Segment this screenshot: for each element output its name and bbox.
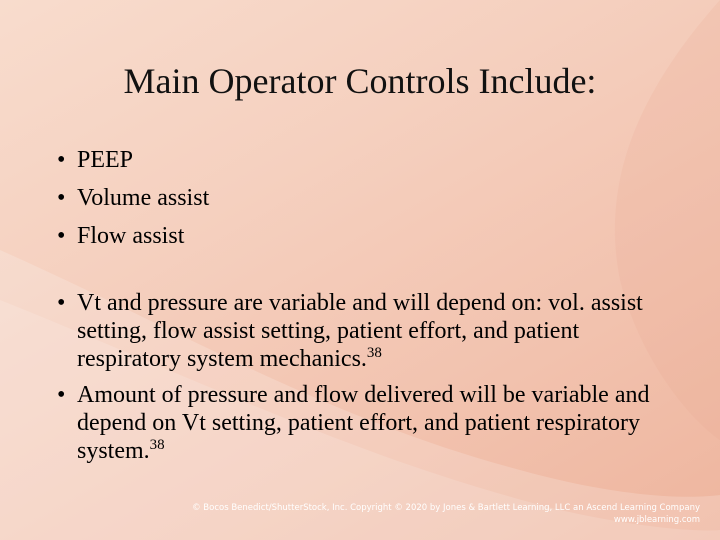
slide-title: Main Operator Controls Include:: [123, 61, 597, 101]
website-link[interactable]: www.jblearning.com: [613, 515, 700, 525]
list-item-text: Flow assist: [77, 223, 185, 249]
notes-list: [57, 289, 667, 473]
list-item-text: Vt and pressure are variable and will depend on: vol. assist setting, flow assist setting, patient effort, and patient respiratory system mechanics.: [77, 290, 643, 372]
bullet-icon: •: [57, 185, 66, 211]
copyright-text: © Bocos Benedict/ShutterStock, Inc. Copyright © 2020 by Jones & Bartlett Learning, LLC an Ascend Learning Company: [192, 503, 700, 513]
list-item-text: PEEP: [77, 147, 134, 173]
operator-controls-list: [57, 141, 657, 255]
list-item: [57, 381, 667, 465]
list-item-text: Volume assist: [77, 185, 210, 211]
reference-superscript: 38: [366, 345, 382, 361]
reference-superscript: 38: [149, 437, 165, 453]
list-item-text: Amount of pressure and flow delivered will be variable and depend on Vt setting, patient effort, and patient respiratory system.: [77, 382, 650, 464]
bullet-icon: •: [57, 290, 66, 316]
list-item: [57, 141, 657, 179]
bullet-icon: •: [57, 382, 66, 408]
list-item: [57, 289, 667, 373]
copyright-footer: [192, 502, 700, 526]
list-item: [57, 217, 657, 255]
bullet-icon: •: [57, 223, 66, 249]
bullet-icon: •: [57, 147, 66, 173]
list-item: [57, 179, 657, 217]
